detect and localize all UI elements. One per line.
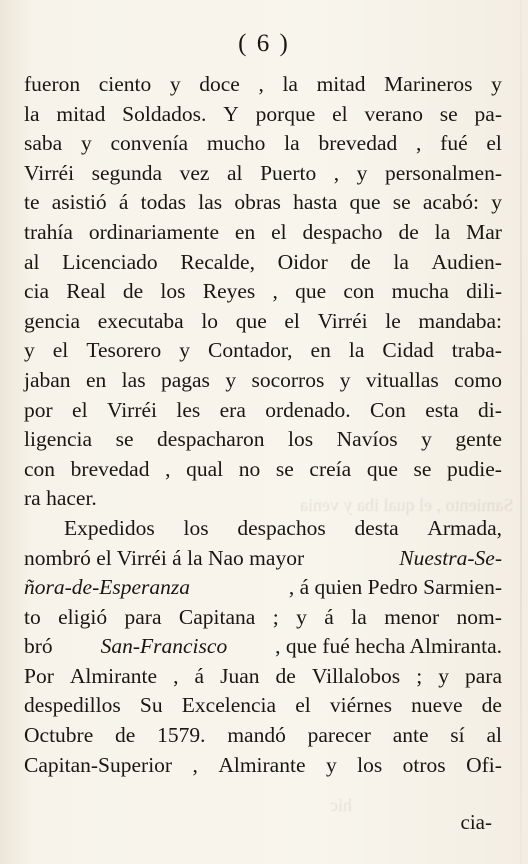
- word: que: [295, 279, 327, 304]
- word: gencia: [24, 308, 81, 333]
- word: esta: [425, 397, 459, 422]
- word: el: [271, 219, 287, 244]
- word: trahía: [24, 219, 73, 244]
- word: era: [219, 397, 246, 422]
- word: fué: [440, 131, 468, 156]
- word: lo: [201, 308, 219, 333]
- body-text: [24, 70, 502, 780]
- word: brevedad: [70, 456, 150, 481]
- word: la: [284, 131, 300, 156]
- word: que: [366, 456, 398, 481]
- line-text: nombró el Virréi á la Nao mayor: [24, 545, 305, 570]
- word: se: [392, 190, 411, 215]
- word: creía: [309, 456, 352, 481]
- word: el: [52, 338, 69, 363]
- word: como: [454, 367, 502, 392]
- word: Virréi: [317, 308, 368, 333]
- bleed-ghost: hic: [330, 795, 352, 815]
- word: la: [393, 249, 409, 274]
- word: y: [491, 190, 502, 215]
- word: y: [339, 367, 351, 392]
- word: y: [80, 131, 92, 156]
- word: de: [275, 663, 296, 688]
- word: socorros: [251, 367, 325, 392]
- word: todas: [140, 190, 187, 215]
- word: y: [491, 72, 502, 96]
- text-line: [24, 70, 502, 100]
- word: mandaba:: [418, 308, 502, 333]
- text-line: [24, 662, 502, 692]
- ship-name: Nuestra-Se-: [399, 545, 502, 570]
- word: de: [481, 693, 502, 718]
- word: á: [118, 190, 129, 215]
- word: Almirante: [218, 752, 306, 777]
- word: obras: [234, 190, 281, 215]
- word: executaba: [97, 308, 184, 333]
- word: las: [121, 367, 146, 392]
- word: y: [356, 160, 368, 185]
- word: al: [24, 249, 40, 274]
- word: y: [24, 338, 35, 363]
- word: Real: [66, 279, 106, 304]
- word: en: [85, 367, 107, 392]
- word: Capitan-Superior: [24, 752, 173, 777]
- word: verano: [364, 101, 423, 126]
- word: ciento: [98, 72, 152, 96]
- word: Expedidos: [64, 515, 155, 540]
- word: Almirante: [69, 663, 158, 688]
- word: ,: [192, 752, 198, 777]
- word: to: [24, 604, 41, 629]
- text-line: [24, 721, 502, 751]
- word: vituallas: [365, 367, 439, 392]
- word: de: [115, 723, 136, 748]
- page-edge: [520, 0, 522, 864]
- word: y: [421, 427, 432, 452]
- word: mitad: [316, 72, 366, 96]
- word: se: [115, 427, 134, 452]
- word: eligió: [58, 604, 108, 629]
- text-line: [24, 396, 502, 426]
- word: y: [296, 604, 307, 629]
- word: en: [234, 219, 256, 244]
- word: cia: [24, 279, 50, 304]
- word: Octubre: [24, 723, 94, 748]
- word: y: [179, 338, 190, 363]
- word: para: [124, 604, 162, 629]
- text-line: [24, 159, 502, 189]
- word: los: [160, 279, 186, 304]
- text-line: [24, 603, 502, 633]
- word: Recalde,: [180, 249, 255, 274]
- line-text: ra hacer.: [24, 486, 97, 511]
- word: los: [183, 515, 209, 540]
- text-line: [24, 514, 502, 544]
- word: Virréi: [106, 397, 157, 422]
- word: desta: [354, 515, 399, 540]
- word: mucha: [391, 279, 449, 304]
- word: pagas: [160, 367, 210, 392]
- text-line: [24, 307, 502, 337]
- word: el: [72, 397, 88, 422]
- text-line: [24, 751, 502, 781]
- word: con: [343, 279, 375, 304]
- word: fueron: [24, 72, 81, 96]
- word: traba-: [451, 338, 502, 363]
- word: te: [24, 190, 40, 215]
- word: Reyes: [202, 279, 256, 304]
- word: Marineros: [384, 72, 473, 96]
- word: Con: [370, 397, 406, 422]
- text-line: [24, 632, 502, 662]
- word: ,: [333, 160, 340, 185]
- word: sí: [450, 723, 465, 748]
- word: 1579.: [157, 723, 206, 748]
- text-line: [24, 129, 502, 159]
- word: se: [439, 101, 458, 126]
- word: Contador,: [208, 338, 293, 363]
- word: Virréi: [24, 160, 75, 185]
- text-line: [24, 573, 502, 603]
- word: la: [24, 101, 40, 126]
- line-text: , á quien Pedro Sarmien-: [288, 575, 502, 600]
- word: para: [465, 663, 502, 688]
- word: el: [486, 131, 502, 156]
- word: ;: [416, 663, 423, 688]
- word: Oidor: [277, 249, 328, 274]
- word: mandó: [227, 723, 286, 748]
- word: Puerto: [260, 160, 317, 185]
- word: Soldados.: [122, 101, 207, 126]
- ship-name: ñora-de-Esperanza: [24, 575, 191, 600]
- text-line: [24, 336, 502, 366]
- word: despedillos: [24, 693, 121, 718]
- word: despacho: [302, 219, 383, 244]
- word: en: [310, 338, 331, 363]
- word: viérnes: [329, 693, 393, 718]
- word: de: [398, 219, 419, 244]
- word: se: [275, 456, 294, 481]
- word: Excelencia: [181, 693, 277, 718]
- word: mitad: [56, 101, 106, 126]
- word: menor: [384, 604, 440, 629]
- word: pudie-: [447, 456, 502, 481]
- word: y: [225, 367, 237, 392]
- word: segunda: [91, 160, 163, 185]
- word: asistió: [51, 190, 107, 215]
- word: las: [198, 190, 223, 215]
- text-line: [24, 484, 502, 514]
- text-line: [24, 366, 502, 396]
- word: ordinariamente: [88, 219, 219, 244]
- text-line: [24, 455, 502, 485]
- word: doce: [199, 72, 240, 96]
- text-line: [24, 425, 502, 455]
- word: la: [348, 338, 365, 363]
- word: Tesorero: [86, 338, 162, 363]
- word: ,: [416, 131, 422, 156]
- word: Por: [24, 663, 54, 688]
- word: la: [434, 219, 451, 244]
- word: Licenciado: [62, 249, 158, 274]
- word: al: [486, 723, 502, 748]
- word: mucho: [206, 131, 266, 156]
- word: Capitana: [178, 604, 256, 629]
- word: al: [226, 160, 243, 185]
- word: brevedad: [318, 131, 398, 156]
- word: el: [295, 693, 311, 718]
- word: de: [122, 279, 144, 304]
- word: ante: [392, 723, 429, 748]
- word: pa-: [474, 101, 502, 126]
- bleed-ghost: Samiento , el qual iba y venia: [300, 495, 514, 515]
- word: los: [288, 427, 314, 452]
- line-text: , que fué hecha Almiranta.: [275, 634, 502, 659]
- word: ,: [173, 663, 179, 688]
- word: el: [332, 101, 348, 126]
- word: la: [351, 604, 367, 629]
- word: acabó:: [422, 190, 479, 215]
- word: que: [235, 308, 267, 333]
- word: ordenado.: [265, 397, 351, 422]
- word: y: [325, 752, 337, 777]
- word: gente: [455, 427, 502, 452]
- word: convenía: [110, 131, 189, 156]
- word: ,: [258, 72, 264, 96]
- word: saba: [24, 131, 63, 156]
- word: Su: [139, 693, 163, 718]
- word: di-: [478, 397, 502, 422]
- word: y: [438, 663, 449, 688]
- text-line: [24, 100, 502, 130]
- word: por: [24, 397, 53, 422]
- word: Audien-: [431, 249, 502, 274]
- text-line: [24, 544, 502, 574]
- word: personalmen-: [384, 160, 502, 185]
- word: dili-: [466, 279, 502, 304]
- text-line: [24, 248, 502, 278]
- word: nom-: [456, 604, 502, 629]
- word: hasta: [293, 190, 338, 215]
- catchword: cia-: [460, 810, 492, 834]
- word: Mar: [466, 219, 502, 244]
- word: á: [324, 604, 334, 629]
- word: ,: [272, 279, 278, 304]
- word: Juan: [220, 663, 260, 688]
- word: vez: [179, 160, 210, 185]
- word: otros: [402, 752, 446, 777]
- word: el: [284, 308, 300, 333]
- line-text: bró: [24, 634, 53, 659]
- word: que: [349, 190, 381, 215]
- word: de: [350, 249, 371, 274]
- word: á: [194, 663, 205, 688]
- word: despacharon: [157, 427, 265, 452]
- word: parecer: [307, 723, 371, 748]
- word: se: [413, 456, 432, 481]
- word: no: [238, 456, 261, 481]
- text-line: [24, 277, 502, 307]
- word: Villalobos: [311, 663, 401, 688]
- word: Navíos: [336, 427, 398, 452]
- word: Cidad: [382, 338, 434, 363]
- word: le: [385, 308, 401, 333]
- ship-name: San-Francisco: [100, 634, 228, 659]
- word: Ofi-: [466, 752, 502, 777]
- word: ligencia: [24, 427, 93, 452]
- text-line: [24, 188, 502, 218]
- word: ;: [272, 604, 279, 629]
- word: les: [176, 397, 201, 422]
- word: los: [357, 752, 383, 777]
- word: ,: [165, 456, 171, 481]
- word: Y: [223, 101, 239, 126]
- word: Armada,: [427, 515, 502, 540]
- word: y: [169, 72, 181, 96]
- page-number: ( 6 ): [238, 30, 290, 57]
- text-line: [24, 218, 502, 248]
- word: despachos: [237, 515, 326, 540]
- word: qual: [186, 456, 224, 481]
- word: la: [282, 72, 298, 96]
- word: nueve: [411, 693, 463, 718]
- text-line: [24, 691, 502, 721]
- word: jaban: [24, 367, 71, 392]
- word: porque: [255, 101, 316, 126]
- word: con: [24, 456, 56, 481]
